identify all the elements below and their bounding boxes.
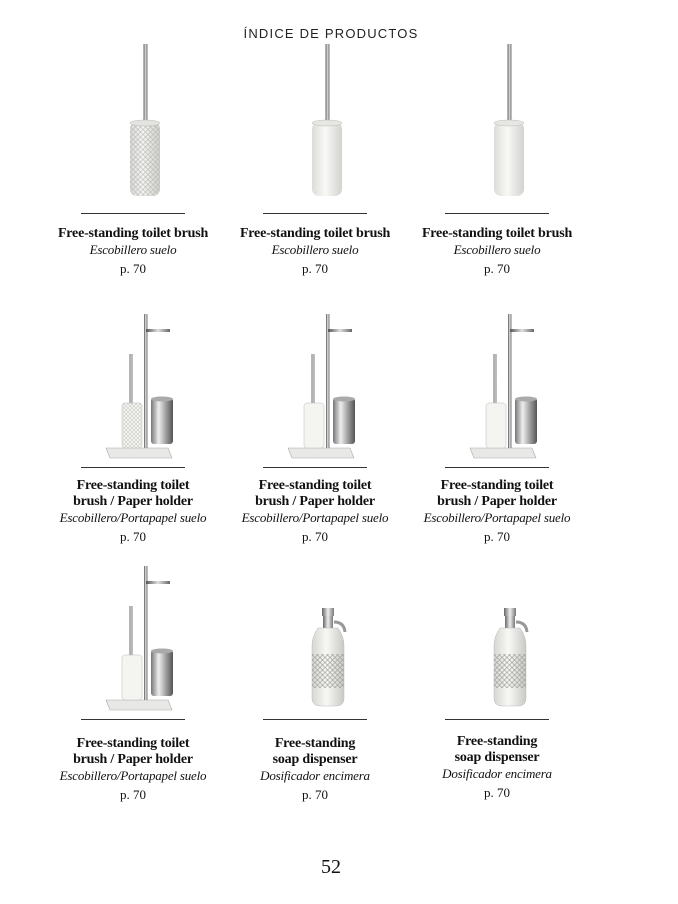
product-image-toilet-brush bbox=[48, 42, 218, 212]
product-title-line: Free-standing toilet bbox=[76, 736, 190, 751]
product-page-ref[interactable]: p. 70 bbox=[120, 261, 146, 276]
product-title-line: brush / Paper holder bbox=[255, 494, 375, 509]
product-title-line: Free-standing toilet bbox=[76, 478, 190, 493]
divider bbox=[81, 213, 185, 214]
product-title-line: Free-standing bbox=[274, 736, 356, 751]
product-subtitle: Escobillero suelo bbox=[453, 242, 541, 257]
product-subtitle: Escobillero/Portapapel suelo bbox=[423, 510, 571, 525]
product-caption bbox=[28, 736, 238, 803]
product-subtitle: Escobillero/Portapapel suelo bbox=[59, 510, 207, 525]
page-header: ÍNDICE DE PRODUCTOS bbox=[243, 26, 419, 41]
product-subtitle: Dosificador encimera bbox=[260, 768, 370, 783]
product-page-ref[interactable]: p. 70 bbox=[302, 529, 328, 544]
product-title-line: brush / Paper holder bbox=[73, 494, 193, 509]
product-title-line: brush / Paper holder bbox=[73, 752, 193, 767]
product-page-ref[interactable]: p. 70 bbox=[484, 529, 510, 544]
divider bbox=[445, 467, 549, 468]
divider bbox=[263, 719, 367, 720]
product-page-ref[interactable]: p. 70 bbox=[302, 787, 328, 802]
product-page-ref[interactable]: p. 70 bbox=[484, 785, 510, 800]
product-subtitle: Escobillero/Portapapel suelo bbox=[241, 510, 389, 525]
product-caption bbox=[28, 226, 238, 277]
divider bbox=[81, 719, 185, 720]
product-title-line: Free-standing toilet brush bbox=[421, 226, 573, 241]
product-caption bbox=[392, 734, 602, 801]
divider bbox=[263, 467, 367, 468]
product-caption bbox=[210, 226, 420, 277]
page-number: 52 bbox=[321, 856, 341, 878]
product-page-ref[interactable]: p. 70 bbox=[484, 261, 510, 276]
product-title-line: soap dispenser bbox=[272, 752, 358, 767]
product-title-line: brush / Paper holder bbox=[437, 494, 557, 509]
product-image-brush-paper-holder bbox=[48, 550, 218, 720]
product-page-ref[interactable]: p. 70 bbox=[120, 529, 146, 544]
product-image-brush-paper-holder bbox=[412, 298, 582, 468]
product-caption bbox=[210, 478, 420, 545]
product-subtitle: Dosificador encimera bbox=[442, 766, 552, 781]
product-caption bbox=[392, 478, 602, 545]
product-image-soap-dispenser bbox=[230, 550, 400, 720]
product-title-line: Free-standing toilet bbox=[440, 478, 554, 493]
product-title-line: Free-standing toilet brush bbox=[57, 226, 209, 241]
product-title-line: Free-standing toilet brush bbox=[239, 226, 391, 241]
divider bbox=[445, 213, 549, 214]
product-caption bbox=[392, 226, 602, 277]
product-caption bbox=[210, 736, 420, 803]
product-subtitle: Escobillero suelo bbox=[271, 242, 359, 257]
product-image-toilet-brush bbox=[412, 42, 582, 212]
product-subtitle: Escobillero suelo bbox=[89, 242, 177, 257]
divider bbox=[263, 213, 367, 214]
product-caption bbox=[28, 478, 238, 545]
product-image-brush-paper-holder bbox=[48, 298, 218, 468]
product-title-line: Free-standing bbox=[456, 734, 538, 749]
product-page-ref[interactable]: p. 70 bbox=[302, 261, 328, 276]
product-title-line: soap dispenser bbox=[454, 750, 540, 765]
product-subtitle: Escobillero/Portapapel suelo bbox=[59, 768, 207, 783]
product-page-ref[interactable]: p. 70 bbox=[120, 787, 146, 802]
product-image-soap-dispenser bbox=[412, 550, 582, 720]
product-title-line: Free-standing toilet bbox=[258, 478, 372, 493]
product-image-toilet-brush bbox=[230, 42, 400, 212]
product-image-brush-paper-holder bbox=[230, 298, 400, 468]
divider bbox=[445, 719, 549, 720]
divider bbox=[81, 467, 185, 468]
